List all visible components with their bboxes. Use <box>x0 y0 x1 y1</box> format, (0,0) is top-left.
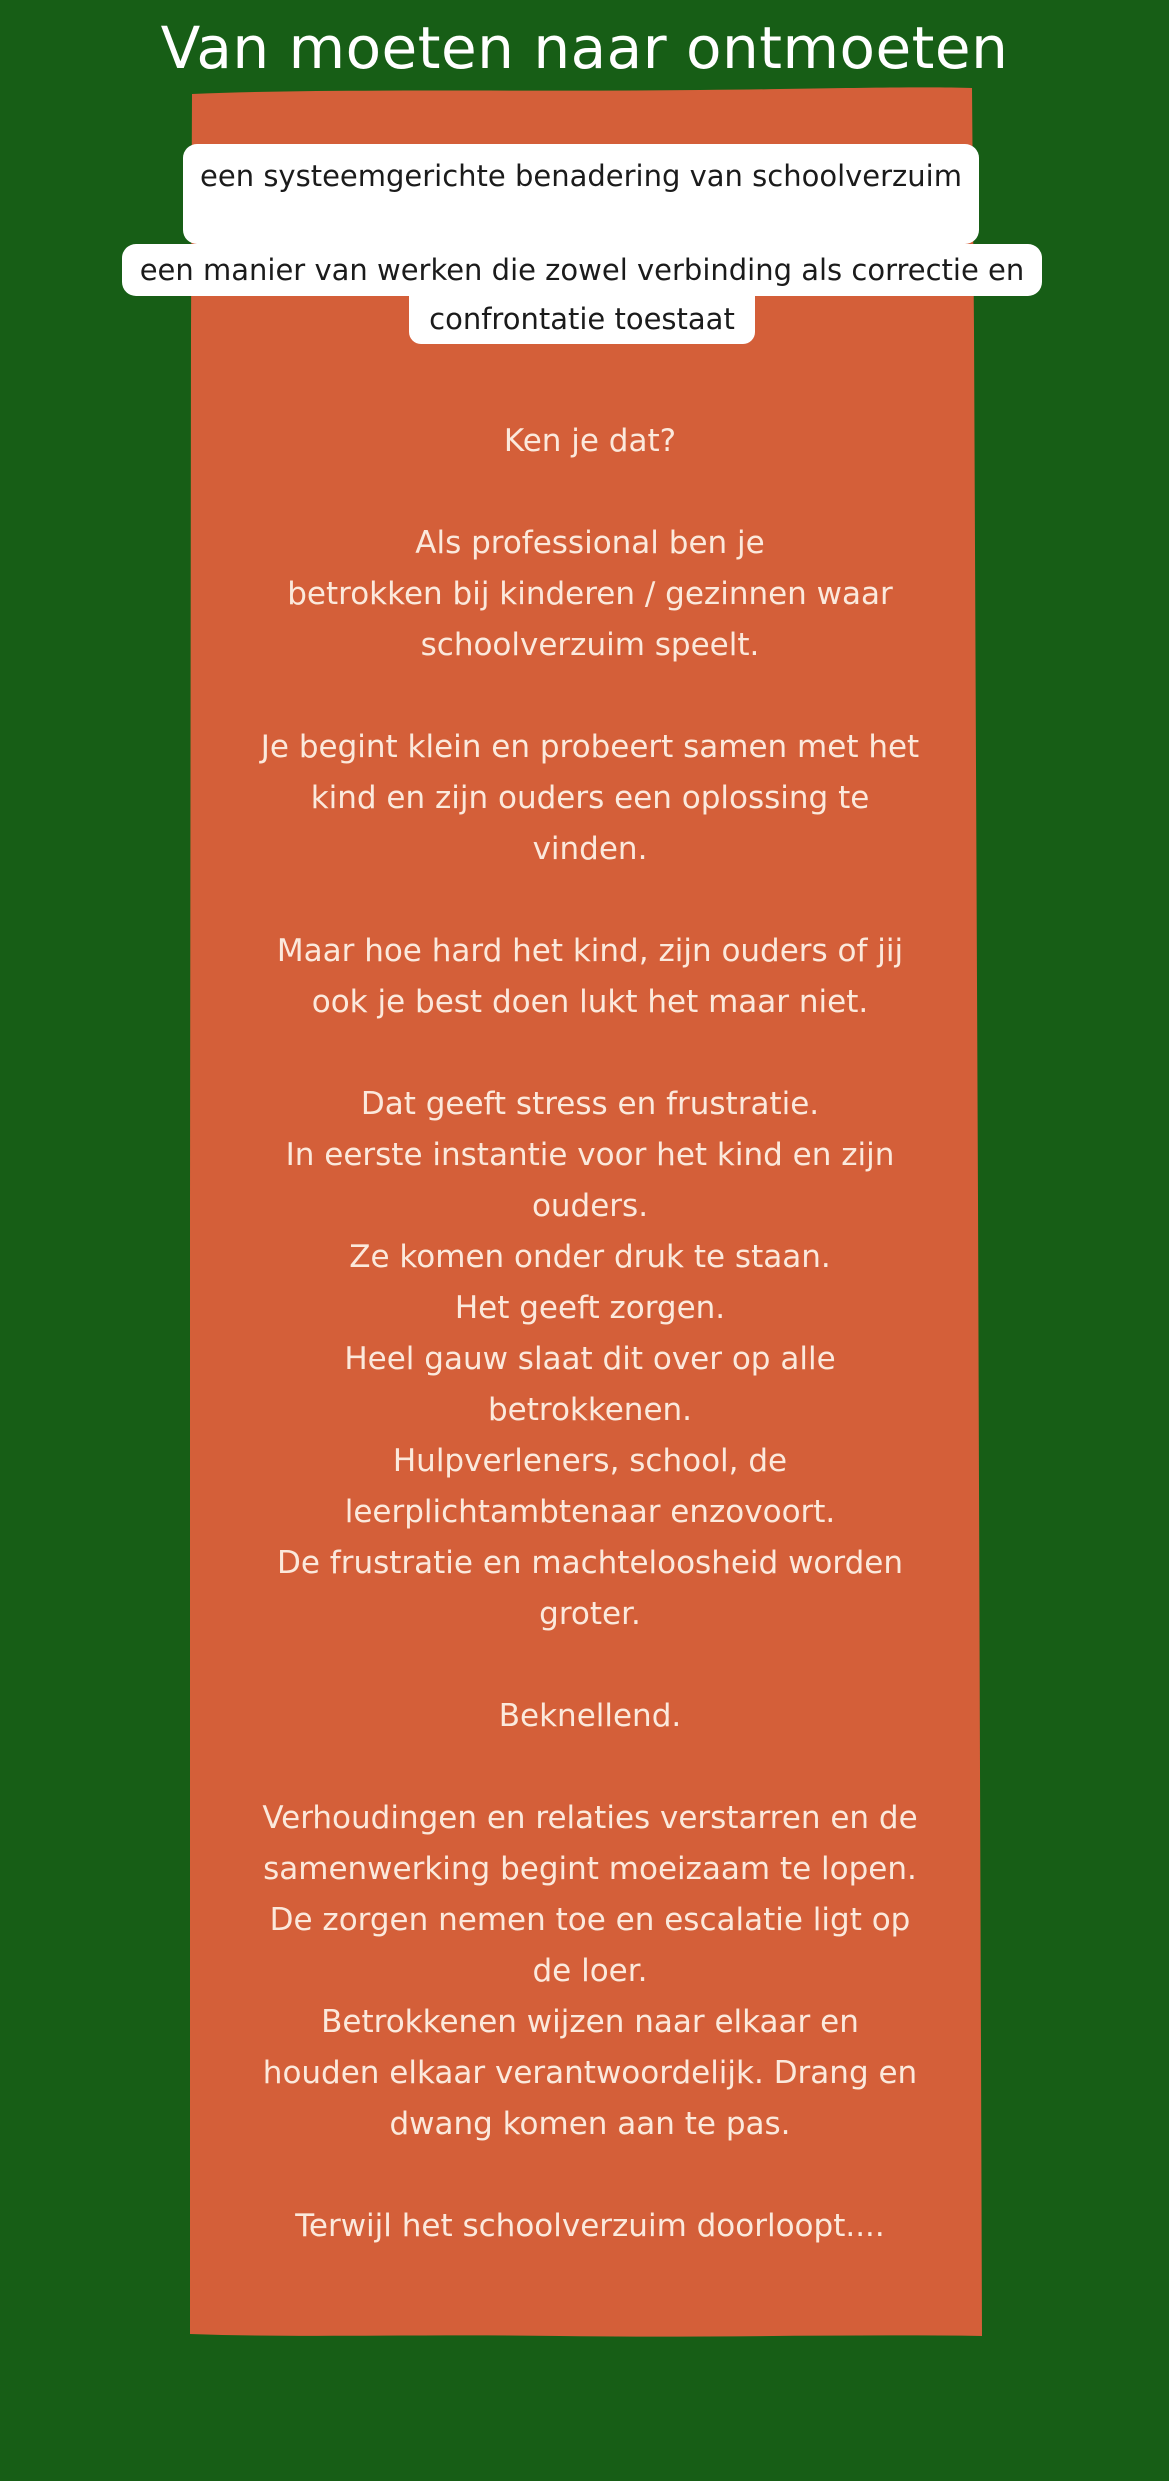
body-line: Als professional ben je <box>415 525 765 561</box>
body-line: betrokkenen. <box>487 1392 693 1428</box>
body-line <box>230 1640 950 1691</box>
body-line: Beknellend. <box>498 1698 682 1734</box>
body-line: Ze komen onder druk te staan. <box>349 1239 831 1275</box>
body-line: Terwijl het schoolverzuim doorloopt.... <box>295 2208 885 2244</box>
body-line <box>230 1742 950 1793</box>
body-line: Het geeft zorgen. <box>454 1290 726 1326</box>
body-line: Maar hoe hard het kind, zijn ouders of jij <box>276 933 904 969</box>
body-line <box>230 1028 950 1079</box>
body-line: Verhoudingen en relaties verstarren en de <box>262 1800 918 1836</box>
body-line: vinden. <box>532 831 648 867</box>
body-line: betrokken bij kinderen / gezinnen waar <box>287 576 893 612</box>
body-line <box>230 2150 950 2201</box>
body-line: ouders. <box>531 1188 649 1224</box>
body-line: dwang komen aan te pas. <box>389 2106 791 2142</box>
body-line: ook je best doen lukt het maar niet. <box>311 984 869 1020</box>
body-line: Hulpverleners, school, de <box>392 1443 788 1479</box>
body-line: Heel gauw slaat dit over op alle <box>344 1341 836 1377</box>
body-line: De frustratie en machteloosheid worden <box>276 1545 903 1581</box>
body-line: kind en zijn ouders een oplossing te <box>310 780 870 816</box>
tagline-way-of-working: een manier van werken die zowel verbinding als correctie en <box>122 244 1042 296</box>
body-line: samenwerking begint moeizaam te lopen. <box>263 1851 917 1887</box>
body-line: de loer. <box>532 1953 648 1989</box>
body-line: In eerste instantie voor het kind en zijn <box>285 1137 895 1173</box>
body-line: schoolverzuim speelt. <box>420 627 760 663</box>
body-line: Betrokkenen wijzen naar elkaar en <box>321 2004 859 2040</box>
tagline-systemic-approach: een systeemgerichte benadering van schoolverzuim <box>183 144 979 244</box>
body-line: Ken je dat? <box>503 423 677 459</box>
body-line: groter. <box>539 1596 641 1632</box>
body-line <box>230 875 950 926</box>
body-line: Dat geeft stress en frustratie. <box>360 1086 820 1122</box>
body-line: leerplichtambtenaar enzovoort. <box>344 1494 836 1530</box>
body-line <box>230 467 950 518</box>
body-text <box>230 416 950 2252</box>
body-line <box>230 671 950 722</box>
body-line: De zorgen nemen toe en escalatie ligt op <box>269 1902 911 1938</box>
page-title: Van moeten naar ontmoeten <box>160 14 1009 82</box>
tagline-way-of-working-continued: confrontatie toestaat <box>409 296 755 344</box>
body-line: Je begint klein en probeert samen met het <box>260 729 920 765</box>
body-line: houden elkaar verantwoordelijk. Drang en <box>262 2055 918 2091</box>
